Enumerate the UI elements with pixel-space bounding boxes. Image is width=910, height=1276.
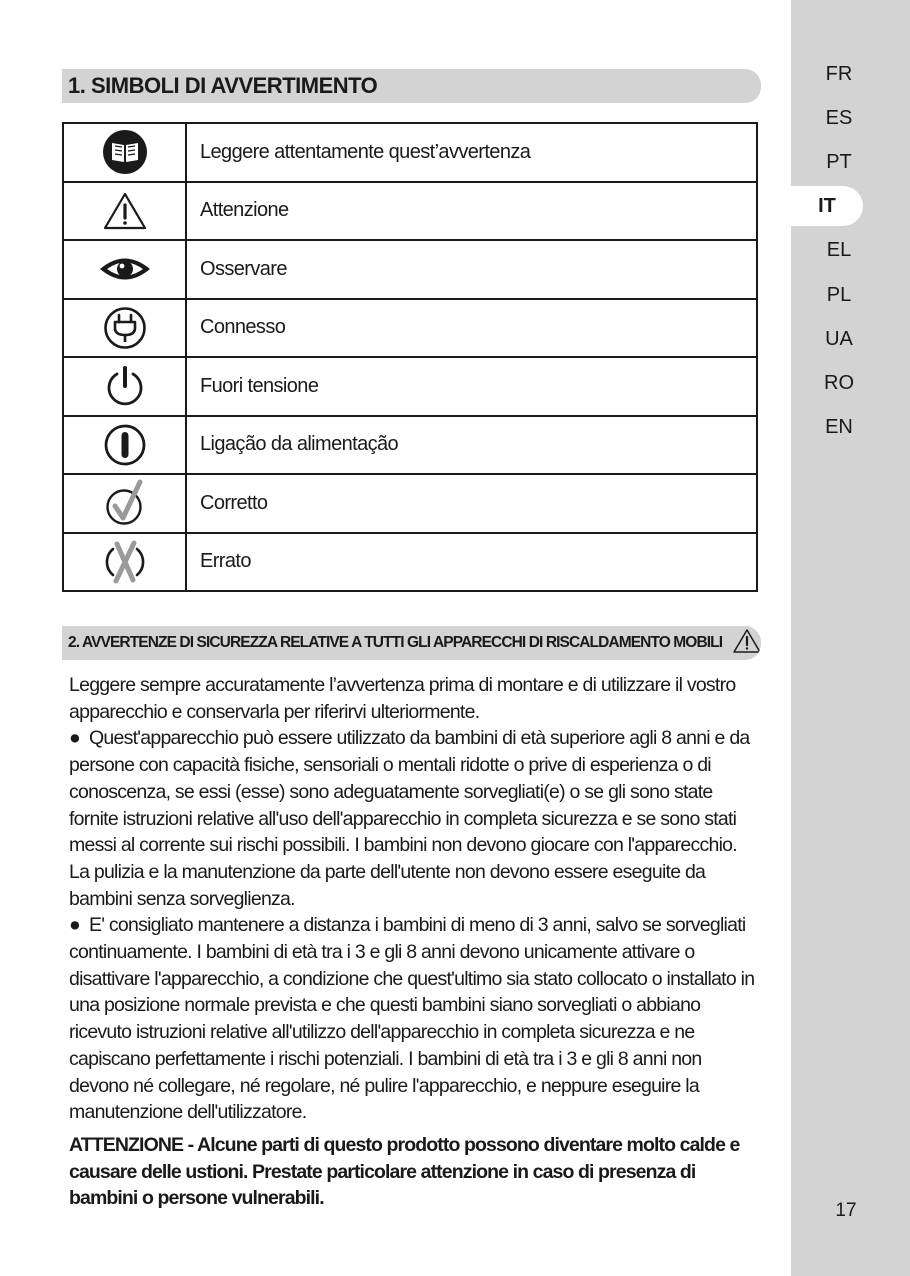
table-row [63,240,757,299]
symbol-label: Osservare [186,240,757,299]
cross-icon [102,537,148,587]
lang-it-active[interactable]: IT [791,186,863,226]
lang-es[interactable]: ES [825,107,853,129]
warning-triangle-icon [732,628,761,654]
table-row [63,416,757,475]
symbol-label: Fuori tensione [186,357,757,416]
symbol-label: Errato [186,533,757,592]
page-number: 17 [835,1200,857,1221]
table-row [63,474,757,533]
plug-icon [103,306,147,350]
warning-triangle-icon [102,191,148,231]
bullet-paragraph: ● E' consigliato mantenere a distanza i bambini di meno di 3 anni, salvo se sorvegliati continuamente. I bambini di età tra i 3 e gli 8 anni devono unicamente attivare o disattivare l'apparecchio, a condizione che quest'ultimo sia stato collocato o installato in una posizione normale prevista e che questi bambini siano sorvegliati o abbiano ricevuto istruzioni relative all'utilizzo dell'apparecchio in completa sicurezza e ne capiscano perfettamente i rischi potenziali. I bambini di età tra i 3 e gli 8 anni non devono né collegare, né regolare, né pulire l'apparecchio, e neppure eseguire la manutenzione dell'utilizzatore. [69,914,755,1124]
bullet-paragraph: ● Quest'apparecchio può essere utilizzato da bambini di età superiore agli 8 anni e da persone con capacità fisiche, sensoriali o mentali ridotte o prive di esperienza o di conoscenza, se essi (esse) sono adeguatamente sorvegliati(e) o se gli sono state fornite istruzioni relative all'uso dell'apparecchio in completa sicurezza e se sono stati messi al corrente sui rischi possibili. I bambini non devono giocare con l'apparecchio. [69,727,750,857]
power-on-icon [103,423,147,467]
lang-en[interactable]: EN [825,416,853,438]
table-row [63,533,757,592]
lang-pt[interactable]: PT [826,151,852,173]
table-row [63,123,757,182]
lang-pl[interactable]: PL [826,284,852,306]
read-manual-icon [102,129,148,175]
symbol-label: Corretto [186,474,757,533]
bullet-icon: ● [69,914,81,937]
safety-text [69,672,759,1212]
symbols-table [62,122,758,592]
symbol-label: Attenzione [186,182,757,241]
section-2-title [62,626,761,660]
cleaning-paragraph: La pulizia e la manutenzione da parte dell'utente non devono essere eseguite da bambini senza sorveglienza. [69,860,706,910]
power-off-icon [103,364,147,408]
symbol-label: Ligação da alimentação [186,416,757,475]
eye-icon [97,254,153,284]
symbol-label: Connesso [186,299,757,358]
warning-paragraph: ATTENZIONE - Alcune parti di questo prodotto possono diventare molto calde e causare delle ustioni. Prestate particolare attenzione in caso di presenza di bambini o persone vulnerabili. [69,1133,740,1210]
lang-ua[interactable]: UA [825,328,853,350]
lang-ro[interactable]: RO [824,372,854,394]
check-icon [103,479,147,527]
symbol-label: Leggere attentamente quest’avvertenza [186,123,757,182]
table-row [63,299,757,358]
intro-paragraph: Leggere sempre accuratamente l’avvertenza prima di montare e di utilizzare il vostro apparecchio e conservarla per riferirvi ulteriormente. [69,674,736,723]
table-row [63,357,757,416]
section-2-title-text: 2. AVVERTENZE DI SICUREZZA RELATIVE A TUTTI GLI APPARECCHI DI RISCALDAMENTO MOBILI [68,634,723,651]
lang-el[interactable]: EL [826,239,852,261]
bullet-icon: ● [69,727,81,750]
lang-fr[interactable]: FR [825,63,853,85]
section-1-title: 1. SIMBOLI DI AVVERTIMENTO [62,69,761,103]
table-row [63,182,757,241]
